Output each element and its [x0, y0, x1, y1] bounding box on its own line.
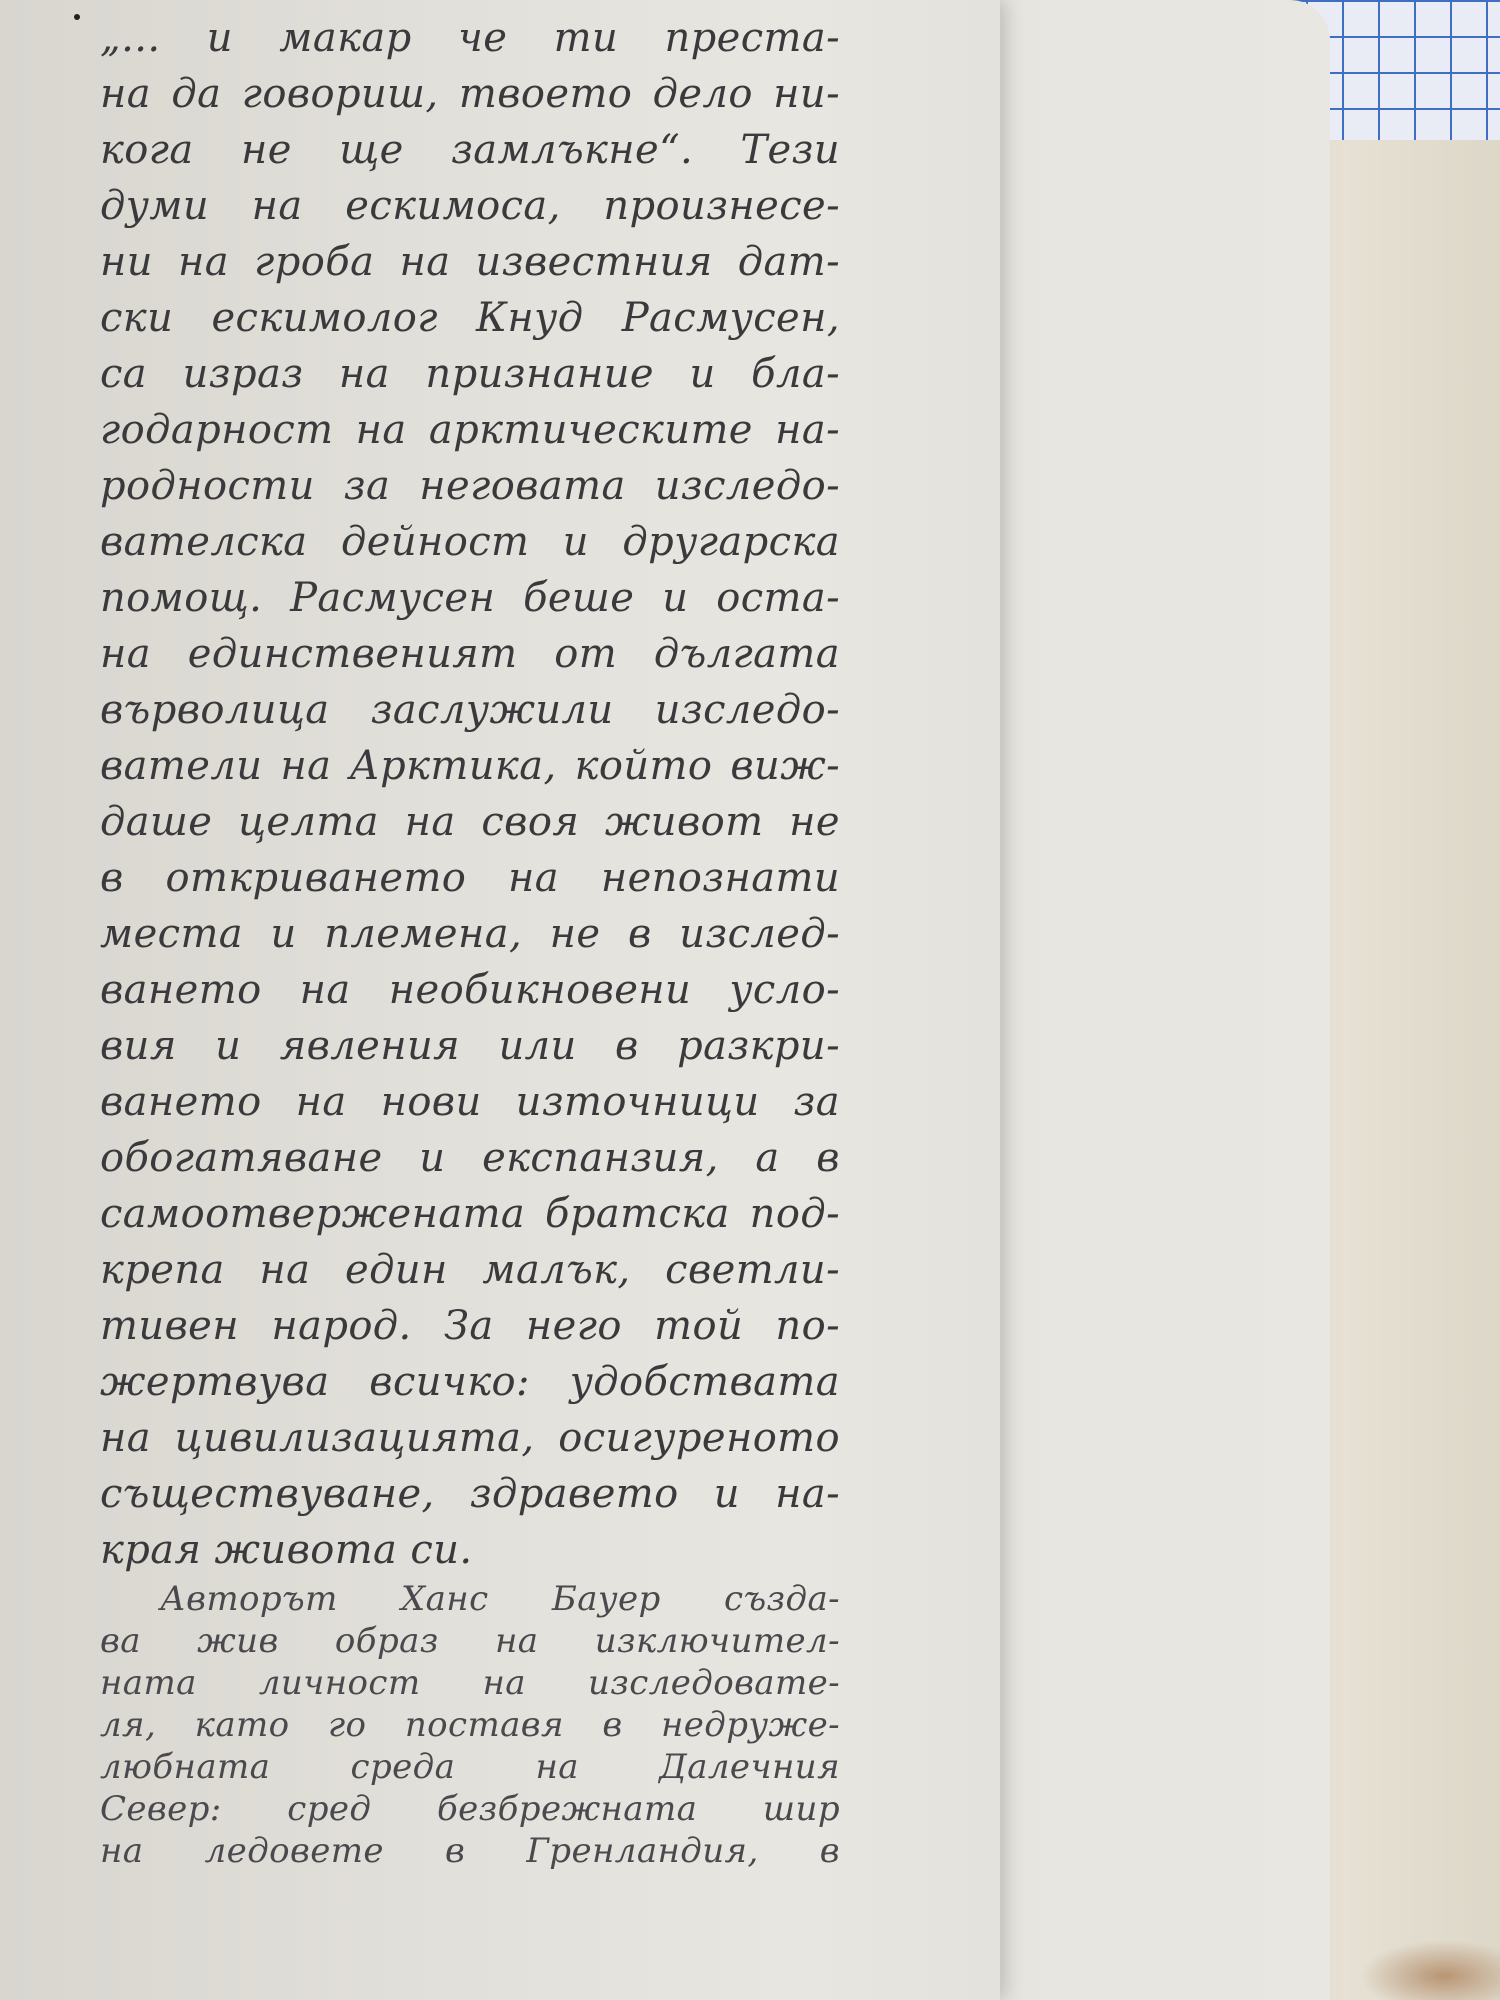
text-line: ва жив образ на изключител-: [100, 1621, 840, 1661]
text-line: ването на нови източници за: [100, 1079, 840, 1125]
text-line: ни на гроба на известния дат-: [100, 239, 840, 285]
text-line: ски ескимолог Кнуд Расмусен,: [100, 295, 840, 341]
text-line: „... и макар че ти преста-: [100, 15, 840, 61]
text-line: на единственият от дългата: [100, 631, 840, 677]
text-line: върволица заслужили изследо-: [100, 687, 840, 733]
text-line: на да говориш, твоето дело ни-: [100, 71, 840, 117]
text-line: вия и явления или в разкри-: [100, 1023, 840, 1069]
text-line: думи на ескимоса, произнесе-: [100, 183, 840, 229]
text-line: ването на необикновени усло-: [100, 967, 840, 1013]
text-line: ната личност на изследовате-: [100, 1663, 840, 1703]
text-line: обогатяване и експанзия, а в: [100, 1135, 840, 1181]
text-line: на ледовете в Гренландия, в: [100, 1831, 840, 1871]
text-line: любната среда на Далечния: [100, 1747, 840, 1787]
text-line: кога не ще замлъкне“. Тези: [100, 127, 840, 173]
text-line: крепа на един малък, светли-: [100, 1247, 840, 1293]
text-line: в откриването на непознати: [100, 855, 840, 901]
text-line: края живота си.: [100, 1527, 473, 1573]
text-line: годарност на арктическите на-: [100, 407, 840, 453]
text-line: даше целта на своя живот не: [100, 799, 840, 845]
flap-text: [100, 10, 840, 1872]
text-line: са израз на признание и бла-: [100, 351, 840, 397]
text-line: помощ. Расмусен беше и оста-: [100, 575, 840, 621]
text-line: на цивилизацията, осигуреното: [100, 1415, 840, 1461]
text-line: жертвува всичко: удобствата: [100, 1359, 840, 1405]
text-line: места и племена, не в изслед-: [100, 911, 840, 957]
text-line: съществуване, здравето и на-: [100, 1471, 840, 1517]
text-line: ватели на Арктика, който виж-: [100, 743, 840, 789]
ink-dot: [74, 14, 80, 20]
text-line: родности за неговата изследо-: [100, 463, 840, 509]
text-line: Север: сред безбрежната шир: [100, 1789, 840, 1829]
text-line: Авторът Ханс Бауер създа-: [160, 1579, 840, 1619]
text-line: ля, като го поставя в недруже-: [100, 1705, 840, 1745]
text-line: вателска дейност и другарска: [100, 519, 840, 565]
text-line: тивен народ. За него той по-: [100, 1303, 840, 1349]
text-line: самоотвержената братска под-: [100, 1191, 840, 1237]
